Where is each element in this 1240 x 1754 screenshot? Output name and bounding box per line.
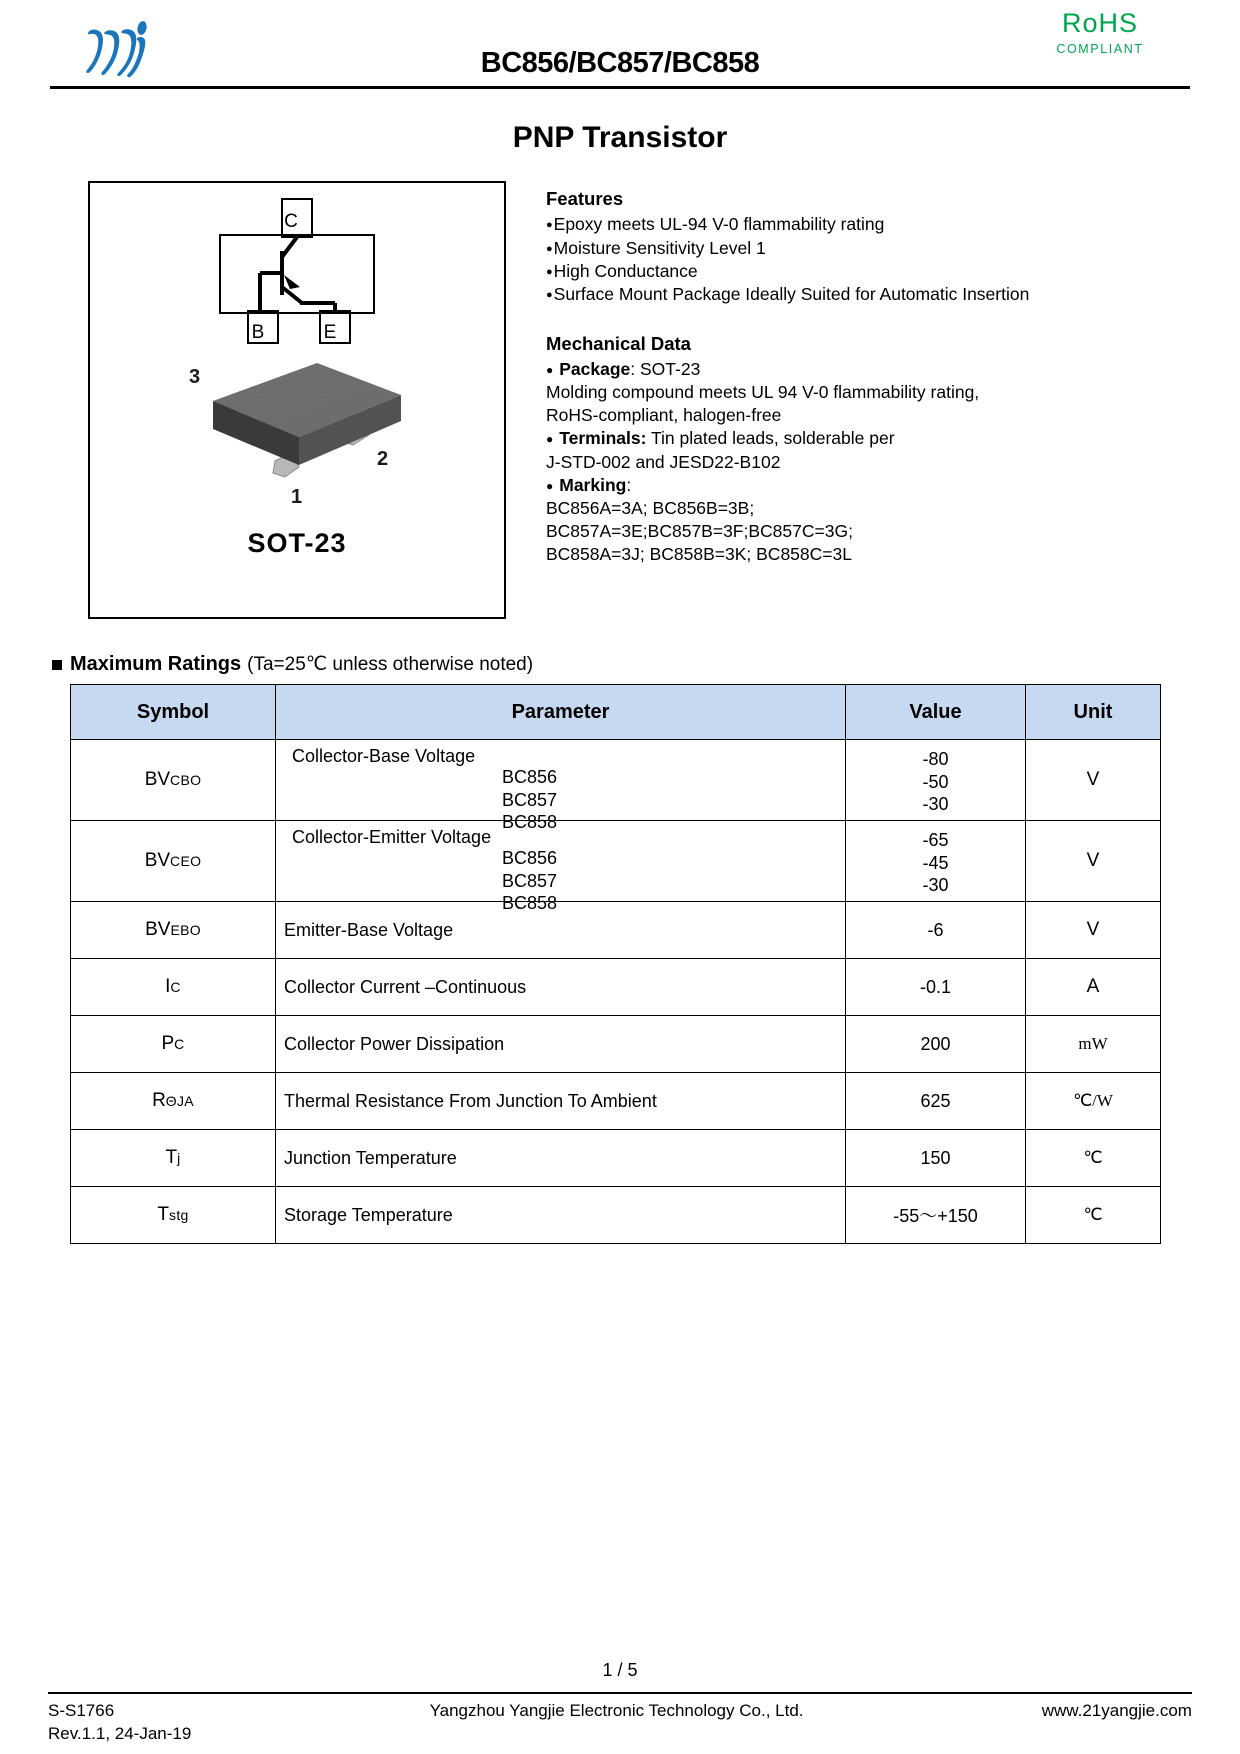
main-content [50, 181, 1190, 619]
photo-pin-2: 2 [377, 448, 389, 470]
terminals-value: Tin plated leads, solderable per [646, 428, 895, 449]
feature-item: ● High Conductance [546, 260, 1046, 283]
table-row [71, 821, 1161, 902]
terminals-key: ● Terminals: [546, 428, 646, 448]
parameter-subitem: BC858 [502, 893, 558, 913]
table-header-row [71, 685, 1161, 740]
column-header-symbol: Symbol [71, 685, 276, 740]
page-header [50, 0, 1190, 89]
symbol-main: I [165, 976, 171, 997]
symbol-main: P [161, 1033, 175, 1054]
row-unit: V [1026, 821, 1161, 902]
symbol-main: BV [144, 850, 171, 871]
column-header-parameter: Parameter [276, 685, 846, 740]
terminals-line-2: J-STD-002 and JESD22-B102 [546, 451, 781, 472]
row-symbol [71, 1187, 276, 1244]
parameter-subitems [502, 766, 557, 834]
marking-line: BC857A=3E;BC857B=3F;BC857C=3G; [546, 520, 853, 541]
parameter-subitem: BC856 [502, 767, 558, 787]
column-header-value: Value [846, 685, 1026, 740]
rohs-label: RoHS [1061, 8, 1139, 38]
marking-colon: : [626, 474, 632, 495]
value-item: -30 [922, 794, 949, 815]
row-symbol [71, 740, 276, 821]
value-item: -65 [922, 830, 949, 851]
row-value: -55～+150 [846, 1187, 1026, 1244]
value-item: -45 [922, 852, 949, 873]
mechanical-terminals-line [546, 427, 1046, 450]
row-unit: A [1026, 959, 1161, 1016]
parameter-subitem: BC856 [502, 848, 558, 868]
footer-divider [48, 1692, 1192, 1694]
footer-left [48, 1700, 191, 1746]
row-value: -0.1 [846, 959, 1026, 1016]
row-value: 625 [846, 1073, 1026, 1130]
symbol-subscript: C [170, 979, 181, 995]
symbol-main: BV [145, 919, 171, 940]
row-parameter: Collector Current –Continuous [276, 959, 846, 1016]
row-unit: ℃ [1026, 1130, 1161, 1187]
symbol-pin-b: B [251, 322, 265, 343]
row-unit: ℃ [1026, 1187, 1161, 1244]
value-item: -80 [922, 749, 949, 770]
mechanical-marking-line [546, 474, 1046, 497]
transistor-symbol-diagram [90, 195, 504, 345]
symbol-main: T [165, 1147, 178, 1168]
row-value [846, 740, 1026, 821]
parameter-title: Collector-Emitter Voltage [292, 827, 492, 847]
symbol-main: T [157, 1204, 170, 1225]
document-code: S-S1766 [48, 1701, 115, 1720]
row-value: 150 [846, 1130, 1026, 1187]
specs-text-column [546, 181, 1046, 566]
row-unit: mW [1026, 1016, 1161, 1073]
mechanical-package-line [546, 358, 1046, 381]
feature-item: ● Surface Mount Package Ideally Suited for Automatic Insertion [546, 283, 1046, 306]
molding-line-2: RoHS-compliant, halogen-free [546, 405, 782, 426]
table-row [71, 902, 1161, 959]
row-unit: V [1026, 740, 1161, 821]
symbol-subscript: stg [169, 1207, 189, 1223]
footer-website[interactable]: www.21yangjie.com [1041, 1701, 1192, 1720]
molding-line-1: Molding compound meets UL 94 V-0 flammability rating, [546, 382, 980, 403]
symbol-main: BV [144, 769, 171, 790]
row-parameter: Collector Power Dissipation [276, 1016, 846, 1073]
photo-pin-1: 1 [291, 486, 303, 508]
row-unit: V [1026, 902, 1161, 959]
ratings-heading-text: Maximum Ratings [70, 653, 242, 675]
maximum-ratings-table [70, 684, 1161, 1244]
maximum-ratings-heading [50, 653, 1190, 676]
symbol-pin-c: C [284, 211, 298, 232]
rohs-badge [1020, 10, 1180, 56]
row-symbol [71, 902, 276, 959]
photo-pin-3: 3 [189, 366, 201, 388]
parameter-subitem: BC857 [502, 870, 558, 891]
features-heading: Features [546, 188, 624, 209]
bullet-square-icon [52, 660, 62, 670]
table-row [71, 740, 1161, 821]
row-unit: ℃/W [1026, 1073, 1161, 1130]
symbol-subscript: CEO [170, 853, 202, 869]
symbol-subscript: C [174, 1036, 185, 1052]
symbol-subscript: j [177, 1150, 181, 1166]
column-header-unit: Unit [1026, 685, 1161, 740]
row-parameter: Storage Temperature [276, 1187, 846, 1244]
feature-item: ● Epoxy meets UL-94 V-0 flammability rating [546, 213, 1046, 236]
page-footer [48, 1700, 1192, 1746]
package-photo [90, 355, 504, 520]
package-value: : SOT-23 [630, 359, 701, 380]
row-parameter: Thermal Resistance From Junction To Ambient [276, 1073, 846, 1130]
row-parameter: Emitter-Base Voltage [276, 902, 846, 959]
symbol-pin-e: E [323, 322, 337, 343]
page-title: PNP Transistor [512, 121, 728, 154]
symbol-main: R [152, 1090, 166, 1111]
document-revision: Rev.1.1, 24-Jan-19 [48, 1723, 192, 1743]
ratings-heading-note: (Ta=25℃ unless otherwise noted) [247, 654, 534, 675]
table-row [71, 1187, 1161, 1244]
parameter-title: Collector-Base Voltage [292, 746, 476, 766]
row-parameter: Junction Temperature [276, 1130, 846, 1187]
row-symbol [71, 959, 276, 1016]
row-symbol [71, 821, 276, 902]
row-value: 200 [846, 1016, 1026, 1073]
mechanical-data-heading: Mechanical Data [546, 332, 691, 354]
parameter-subitem: BC857 [502, 789, 558, 810]
package-name-label: SOT-23 [247, 528, 347, 558]
row-value [846, 821, 1026, 902]
symbol-subscript: CBO [170, 772, 202, 788]
row-value: -6 [846, 902, 1026, 959]
row-parameter [276, 821, 846, 913]
table-row [71, 959, 1161, 1016]
package-key: ● Package [546, 359, 630, 379]
table-row [71, 1073, 1161, 1130]
row-symbol [71, 1073, 276, 1130]
feature-item: ● Moisture Sensitivity Level 1 [546, 237, 1046, 260]
table-row [71, 1130, 1161, 1187]
row-parameter [276, 740, 846, 832]
table-row [71, 1016, 1161, 1073]
row-symbol [71, 1130, 276, 1187]
value-item: -50 [922, 771, 949, 792]
symbol-subscript: ΘJA [165, 1093, 194, 1109]
marking-line: BC856A=3A; BC856B=3B; [546, 497, 755, 518]
row-symbol [71, 1016, 276, 1073]
page-number: 1 / 5 [602, 1660, 638, 1680]
parameter-subitems [502, 847, 557, 915]
value-item: -30 [922, 875, 949, 896]
marking-key: ● Marking [546, 475, 626, 495]
package-diagram-box [88, 181, 506, 619]
rohs-compliant-label: COMPLIANT [1056, 42, 1144, 56]
footer-company: Yangzhou Yangjie Electronic Technology Co., Ltd. [429, 1701, 804, 1720]
parameter-subitem: BC858 [502, 812, 558, 832]
part-number-title: BC856/BC857/BC858 [480, 47, 760, 79]
symbol-subscript: EBO [170, 922, 201, 938]
marking-line: BC858A=3J; BC858B=3K; BC858C=3L [546, 543, 852, 564]
